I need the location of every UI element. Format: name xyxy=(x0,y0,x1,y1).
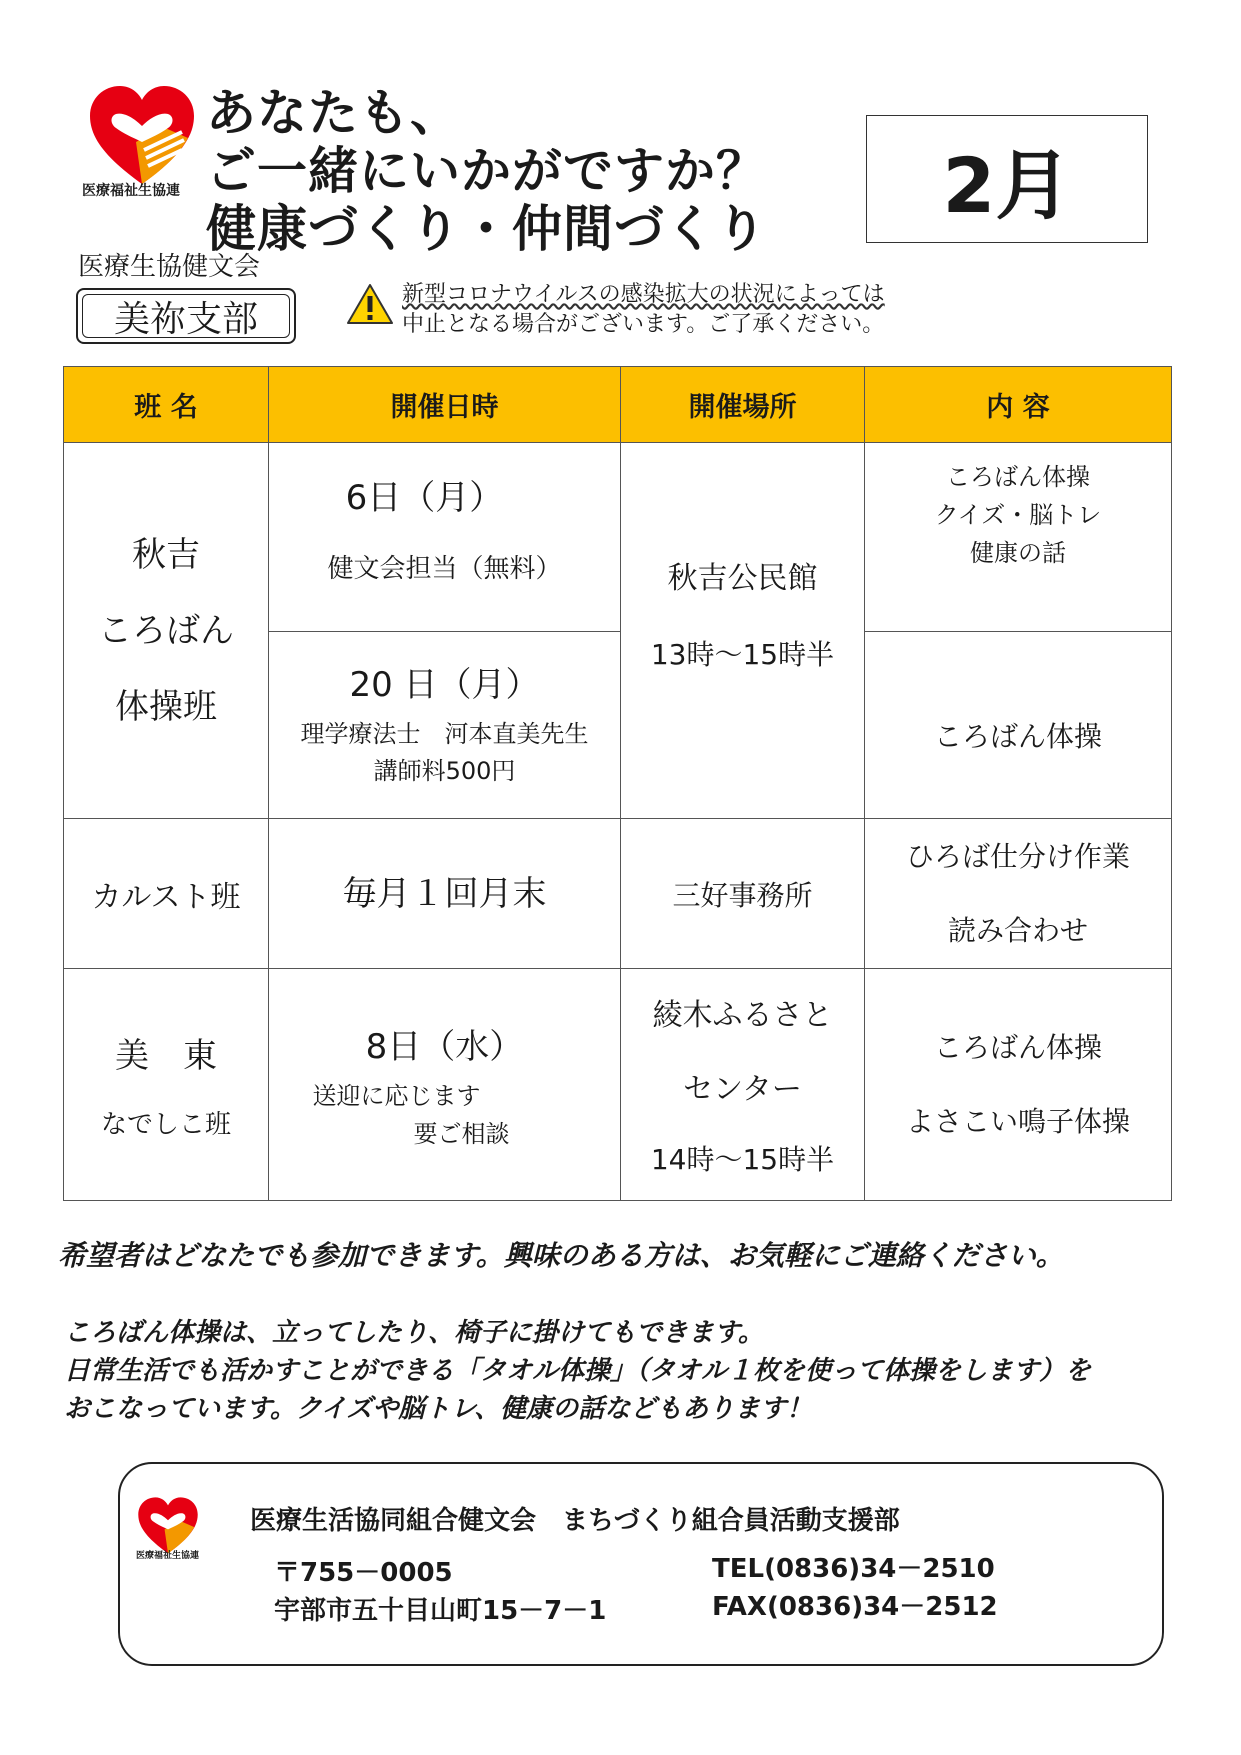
notice-line: おこなっています。クイズや脳トレ、健康の話などもあります！ xyxy=(64,1394,813,1424)
place-name: 秋吉公民館 xyxy=(667,560,818,596)
header-group-name: 班 名 xyxy=(64,367,269,443)
table-row xyxy=(64,819,1172,969)
session-date-cell xyxy=(269,819,621,969)
content-item: よさこい鳴子体操 xyxy=(905,1104,1130,1138)
place-name: 綾木ふるさと xyxy=(652,997,833,1033)
footer-address: 宇部市五十目山町15－7－1 xyxy=(274,1596,607,1626)
content-cell xyxy=(865,443,1172,632)
warning-line-2: 中止となる場合がございます。ご了承ください。 xyxy=(402,312,885,337)
organization-name: 医療生協健文会 xyxy=(78,252,261,282)
content-item: 健康の話 xyxy=(970,539,1066,567)
footer-postal: 〒755－0005 xyxy=(274,1558,453,1588)
content-cell xyxy=(865,819,1172,969)
table-header-row xyxy=(64,367,1172,443)
footer-fax: FAX(0836)34－2512 xyxy=(712,1592,998,1622)
group-name-line: ころばん xyxy=(98,610,234,651)
logo-caption: 医療福祉生協連 xyxy=(82,183,180,199)
notice-line: ころばん体操は、立ってしたり、椅子に掛けてもできます。 xyxy=(64,1318,764,1348)
place-cell xyxy=(621,969,865,1201)
warning-line-1: 新型コロナウイルスの感染拡大の状況によっては xyxy=(402,282,885,307)
session-date-cell xyxy=(269,969,621,1201)
session-date-cell xyxy=(269,632,621,819)
title-line-1: あなたも、 xyxy=(206,84,461,142)
coop-logo-icon xyxy=(86,80,198,192)
warning-icon xyxy=(346,282,394,326)
group-name-line: 美 東 xyxy=(115,1036,217,1076)
content-item: ころばん体操 xyxy=(946,463,1090,491)
place-name: 三好事務所 xyxy=(672,878,813,912)
place-name: センター xyxy=(683,1071,802,1107)
session-note: 健文会担当（無料） xyxy=(327,553,562,584)
session-note: 要ご相談 xyxy=(413,1119,510,1148)
group-name-line: なでしこ班 xyxy=(100,1110,231,1140)
branch-box xyxy=(76,288,296,344)
header-date: 開催日時 xyxy=(269,367,621,443)
session-note: 講師料500円 xyxy=(373,757,516,785)
page-title xyxy=(206,84,767,258)
group-name-line: 秋吉 xyxy=(132,534,200,575)
schedule-table xyxy=(63,366,1172,1201)
title-line-2: ご一緒にいかがですか？ xyxy=(206,142,767,200)
content-item: ころばん体操 xyxy=(933,720,1102,753)
branch-label: 美祢支部 xyxy=(82,294,290,338)
footer-logo-caption: 医療福祉生協連 xyxy=(136,1551,200,1561)
place-time: 14時～15時半 xyxy=(650,1142,835,1176)
month-box xyxy=(866,115,1148,243)
place-cell xyxy=(621,819,865,969)
table-row xyxy=(64,443,1172,632)
session-date: 20 日（月） xyxy=(349,665,540,705)
content-item: 読み合わせ xyxy=(947,913,1088,947)
title-line-3: 健康づくり・仲間づくり xyxy=(206,200,767,258)
month-label: 2月 xyxy=(942,140,1072,230)
group-name-line: 体操班 xyxy=(115,686,217,727)
warning-text xyxy=(402,280,885,340)
content-item: ころばん体操 xyxy=(933,1030,1102,1064)
place-time: 13時～15時半 xyxy=(650,637,835,671)
notice-headline: 希望者はどなたでも参加できます。興味のある方は、お気軽にご連絡ください。 xyxy=(58,1239,1064,1272)
header-place: 開催場所 xyxy=(621,367,865,443)
session-date: 6日（月） xyxy=(345,477,504,518)
group-name-line: カルスト班 xyxy=(91,879,241,915)
content-cell xyxy=(865,632,1172,819)
group-name-karst xyxy=(64,819,269,969)
footer-tel: TEL(0836)34－2510 xyxy=(712,1554,995,1584)
notice-line: 日常生活でも活かすことができる「タオル体操」（タオル１枚を使って体操をします）を xyxy=(64,1356,1092,1386)
session-date: 毎月１回月末 xyxy=(342,873,547,914)
content-item: クイズ・脳トレ xyxy=(934,501,1102,529)
table-row xyxy=(64,969,1172,1201)
session-note: 送迎に応じます xyxy=(312,1081,481,1110)
content-item: ひろば仕分け作業 xyxy=(905,839,1130,873)
session-note: 理学療法士 河本直美先生 xyxy=(300,720,589,748)
notice-body xyxy=(64,1314,1091,1428)
session-date-cell xyxy=(269,443,621,632)
header-content: 内 容 xyxy=(865,367,1172,443)
content-cell xyxy=(865,969,1172,1201)
session-date: 8日（水） xyxy=(365,1026,524,1067)
footer-org-name: 医療生活協同組合健文会 まちづくり組合員活動支援部 xyxy=(250,1506,900,1536)
place-cell xyxy=(621,443,865,819)
